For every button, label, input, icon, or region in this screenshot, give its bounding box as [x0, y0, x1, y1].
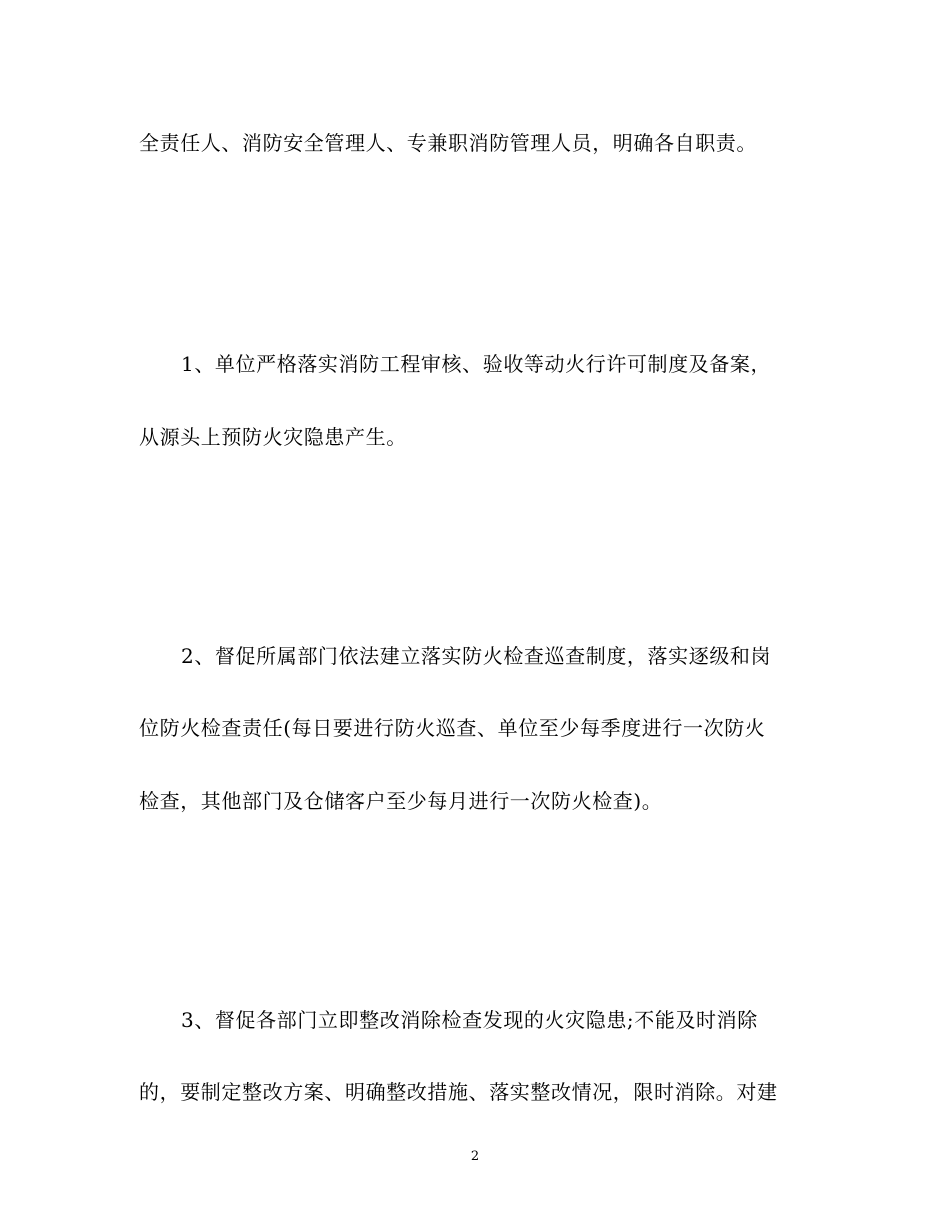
- text-line-2: 1、单位严格落实消防工程审核、验收等动火行许可制度及备案，: [181, 352, 772, 376]
- text-line-7: 3、督促各部门立即整改消除检查发现的火灾隐患;不能及时消除: [181, 1008, 758, 1032]
- text-line-8: 的，要制定整改方案、明确整改措施、落实整改情况，限时消除。对建: [139, 1080, 778, 1104]
- text-line-6: 检查，其他部门及仓储客户至少每月进行一次防火检查)。: [139, 789, 663, 813]
- text-line-3: 从源头上预防火灾隐患产生。: [139, 425, 407, 449]
- page-number: 2: [470, 1149, 480, 1164]
- text-line-4: 2、督促所属部门依法建立落实防火检查巡查制度，落实逐级和岗: [181, 644, 772, 668]
- text-line-5: 位防火检查责任(每日要进行防火巡查、单位至少每季度进行一次防火: [139, 716, 766, 740]
- text-line-1: 全责任人、消防安全管理人、专兼职消防管理人员，明确各自职责。: [139, 131, 757, 155]
